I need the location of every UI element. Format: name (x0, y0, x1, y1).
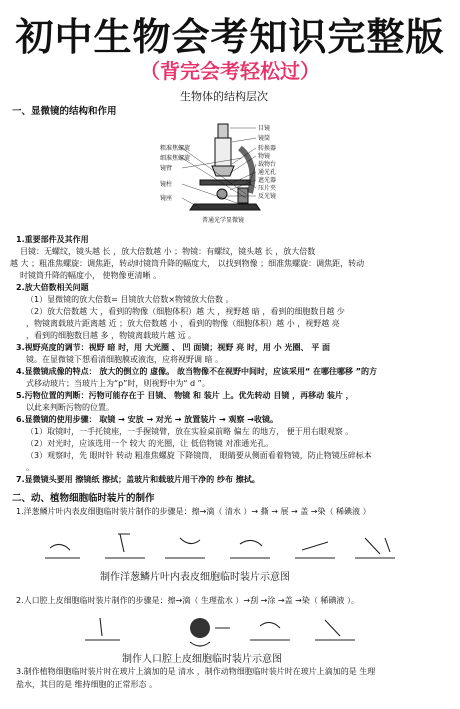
microscope-drawing (190, 124, 260, 210)
note-line: 式移动玻片；当玻片上为“p”时，则视野中为“ d ”。 (26, 379, 210, 388)
microscope-caption: 普通光学显微镜 (202, 217, 245, 224)
note-line: 5.污物位置的判断：污物可能存在于 目镜、 物镜 和 装片 上。优先转动 目镜 ，再移动 装片 ， (16, 391, 354, 400)
note-line: 6.显微镜的使用步骤： 取镜 → 安放 → 对光 → 放置装片 → 观察 →收镜。 (16, 415, 278, 424)
note-line: （2）放大倍数越 大 ，看到的物像（细胞体积）越 大 ，视野越 暗 ，看到的细胞数目越 少 (26, 307, 345, 316)
svg-text:镜座: 镜座 (160, 195, 173, 202)
item-cheek-steps: 2.人口腔上皮细胞临时装片制作的步骤是：擦→滴（ 生理盐水 ）→刮 →涂 →盖 →染（ 稀碘液 ）。 (16, 596, 359, 605)
note-line: ，物镜离载玻片距离越 近 ；放大倍数越 小 ，看到的物像（细胞体积）越 小 ，视野越 亮 (26, 319, 340, 328)
note-line: 。 (26, 463, 34, 472)
note-line: （3）观察时，先 眼时针 转动 粗准焦螺旋 下降镜筒， 眼睛要从侧面看着物镜，防止物镜压碎标本 (26, 451, 372, 460)
item-drop-liquid-cont: 盐水，其目的是 维持细胞的正常形态 。 (16, 680, 158, 689)
microscope-diagram (160, 118, 290, 226)
item-drop-liquid: 3.制作植物细胞临时装片时在玻片上滴加的是 清水 ，制作动物细胞临时装片时在玻片上滴加的是 生理 (16, 667, 376, 676)
svg-text:镜筒: 镜筒 (258, 135, 271, 142)
svg-text:反光镜: 反光镜 (258, 193, 277, 200)
item-onion-steps: 1.洋葱鳞片叶内表皮细胞临时装片制作的步骤是：擦→滴（ 清水 ）→ 撕 → 展 → 盖 →染（ 稀碘液 ） (16, 507, 371, 516)
svg-text:粗准焦螺旋: 粗准焦螺旋 (160, 145, 191, 152)
section-heading: 生物体的结构层次 (180, 90, 268, 103)
note-line: 7.显微镜头要用 擦镜纸 擦拭；盖玻片和载玻片用干净的 纱布 擦拭。 (16, 475, 260, 484)
microscope-labels-left (160, 144, 190, 202)
svg-text:遮光器: 遮光器 (258, 177, 277, 184)
cheek-step-drawings (85, 618, 355, 646)
note-line: 镜。在显微镜下想看清细胞膜或液泡，应将视野调 暗 。 (26, 355, 224, 364)
page-subtitle: （背完会考轻松过） (140, 59, 320, 83)
cheek-figure-caption: 制作人口腔上皮细胞临时装片示意图 (122, 654, 282, 665)
svg-text:物镜: 物镜 (258, 153, 271, 160)
onion-figure-caption: 制作洋葱鳞片叶内表皮细胞临时装片示意图 (100, 572, 290, 583)
svg-text:目镜: 目镜 (258, 125, 271, 132)
note-line: （1）显微镜的放大倍数= 目镜放大倍数×物镜放大倍数 。 (26, 295, 234, 304)
page-title: 初中生物会考知识完整版 (15, 15, 445, 59)
note-line: （2）对光时，应该选用一个 较大 的光圈，让 低倍物镜 对准通光孔。 (26, 439, 274, 448)
section-1-heading: 一、显微镜的结构和作用 (12, 106, 117, 117)
svg-text:镜臂: 镜臂 (160, 165, 173, 172)
note-line: 3.视野亮度的调节：视野 暗 时，用 大光圈 、 凹 面镜；视野 亮 时，用 小 光圈、 平 面 (16, 343, 331, 352)
note-line: （1）取镜时，一手托镜座，一手握镜臂，放在实验桌前略 偏左 的地方， 便于用右眼观察 。 (26, 427, 354, 436)
note-line: ，看到的细胞数目越 多 ，物镜离载玻片越 远 。 (26, 331, 197, 340)
microscope-labels-right (258, 124, 276, 200)
onion-slide-steps-figure (40, 528, 430, 570)
note-line: 2.放大倍数相关问题 (16, 283, 89, 292)
note-line: 4.显微镜成像的特点： 放大的倒立的 虚像。 故当物像不在视野中间时，应该采用“ 在哪往哪移 ”的方 (16, 367, 378, 376)
cheek-slide-steps-figure (80, 612, 380, 650)
onion-step-drawings (45, 534, 395, 558)
svg-text:镜柱: 镜柱 (160, 181, 173, 188)
note-line: 以此来判断污物的位置。 (26, 403, 114, 412)
svg-text:通光孔: 通光孔 (258, 169, 277, 176)
svg-text:转换器: 转换器 (258, 145, 277, 152)
note-line: 时镜筒升降的幅度小， 使物像更清晰 。 (20, 271, 162, 280)
note-line: 1.重要部件及其作用 (16, 235, 89, 244)
section-2-heading: 二、动、植物细胞临时装片的制作 (12, 493, 155, 504)
svg-text:细准焦螺旋: 细准焦螺旋 (160, 155, 191, 162)
note-line: 越 大 ；粗准焦螺旋：调焦距，转动时镜筒升降的幅度大， 以找到物像 ；细准焦螺旋：调焦距，转动 (10, 259, 365, 268)
svg-text:压片夹: 压片夹 (258, 185, 277, 192)
note-line: 目镜：无螺纹，镜头越 长 ，放大倍数越 小 ；物镜：有螺纹，镜头越 长 ，放大倍数 (20, 247, 316, 256)
svg-text:载物台: 载物台 (258, 161, 277, 168)
